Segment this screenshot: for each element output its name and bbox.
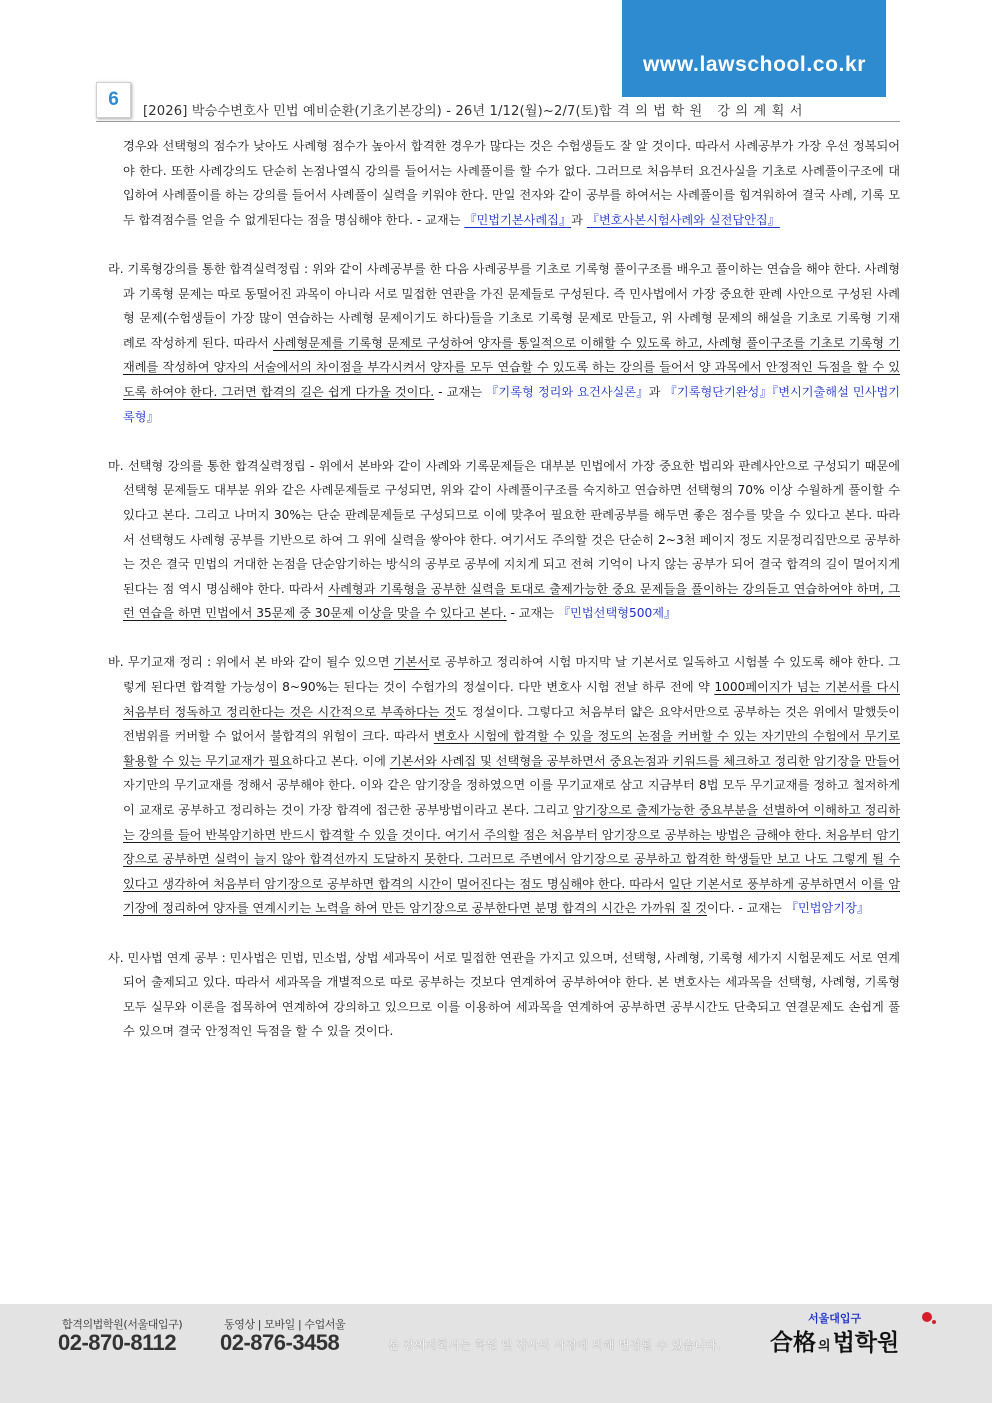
logo-accent-icon: [932, 1320, 936, 1324]
document-body: [108, 134, 901, 1044]
section-label: 마.: [108, 458, 124, 473]
underlined-text: 기본서: [393, 655, 430, 670]
textbook-title: 『변호사본시험사례와 실전답안집』: [586, 212, 780, 227]
section-text: 로 공부하고 정리하여 시험 마지막 날 기본서로 일독하고 시험볼 수 있도록 해야 한다. 그렇게 된다면 합격할 가능성이 8~90%는 된다는 것이 수험가의 정설이다. 다만 변호사 시험 전날 하루 전에 약: [123, 655, 900, 695]
section-text: 무기교재 정리 : 위에서 본 바와 같이 될수 있으면: [123, 655, 394, 670]
footer-notice: 본 강의계획서는 학원 및 강사의 사정에 의해 변경될 수 있습니다.: [388, 1338, 721, 1352]
underlined-text: 사례형과 기록형을 공부한 실력을 토대로 출제가능한 중요 문제들을 풀이하는 강의듣고 연습하여야 하며, 그런 연습을 하면 민법에서 35문제 중 30문제 이상을 맞을 수 있다고 본다.: [123, 581, 900, 621]
section-text: 자기만의 무기교재를 정해서 공부해야 한다. 이와 같은 암기장을 정하였으면 이를 무기교재로 삼고 지금부터 8법 모두 무기교재를 정하고 철저하게 이 교재로 공부하고 정리하는 것이 가장 합격에 접근한 공부방법이라고 본다. 그리고: [123, 778, 900, 818]
logo-subtitle: 서울대입구: [808, 1312, 862, 1325]
section-text: 이다. - 교재는: [707, 901, 786, 916]
underlined-text: 1000페이지가 넘는 기본서를 다시 처음부터 정독하고 정리한다는 것은 시간적으로 부족하다는 것: [123, 680, 901, 719]
footer-video-label: 동영상 | 모바일 | 수업서울: [224, 1318, 346, 1331]
header-divider: [96, 121, 900, 122]
footer-phone-video[interactable]: 02-876-3458: [220, 1330, 340, 1355]
section-ba: [108, 650, 901, 921]
header-title-main: [2026] 박승수변호사 민법 예비순환(기초기본강의) - 26년 1/12(월)~2/7(토): [143, 104, 599, 119]
section-ma: [108, 454, 900, 626]
section-text: - 교재는: [434, 384, 487, 399]
textbook-title: 『민법기본사례집』: [464, 212, 572, 227]
section-text: 기록형강의를 통한 합격실력정립 : 위와 같이 사례공부를 한 다음 사례공부를 기초로 기록형 풀이구조를 배우고 풀이하는 연습을 해야 한다. 사례형과 기록형 문제는 따로 동떨어진 과목이 아니라 서로 밀접한 연관을 가진 문제들로 구성된다. 즉 민사법에서 가장 중요한 판례 사안으로 구성된 사례형 문제(수험생들이 가장 많이 연습하는 사례형 문제이기도 하다)들을 기초로 기록형 문제로 만들고, 위 사례형 문제의 해설을 기초로 기록형 기재례로 작성하게 된다. 따라서: [123, 261, 900, 350]
section-text: 도 정설이다. 그렇다고 처음부터 얇은 요약서만으로 공부하는 것은 위에서 말했듯이 전범위를 커버할 수 없어서 불합격의 위험이 크다. 따라서: [123, 704, 900, 744]
textbook-title: 『변시기출해설 민사법기록형』: [123, 384, 901, 424]
page-number: 6: [96, 82, 131, 118]
section-text: 민사법 연계 공부 : 민사법은 민법, 민소법, 상법 세과목이 서로 밀접한 연관을 가지고 있으며, 선택형, 사례형, 기록형 세가지 시험문제도 서로 연계되어 출제되고 있다. 따라서 세과목을 개별적으로 따로 공부하는 것보다 연계하여 공부하여야 한다. 본 변호사는 세과목을 선택형, 사례형, 기록형 모두 실무와 이론을 접목하여 연계하여 강의하고 있으므로 이를 이용하여 세과목을 연계하여 공부하면 공부시간도 단축되고 연결문제도 손쉽게 풀수 있으며 결국 안정적인 득점을 할 수 있을 것이다.: [123, 950, 900, 1039]
section-text: - 교재는: [506, 606, 558, 621]
section-label: 라.: [108, 261, 124, 276]
document-header-title: [143, 100, 808, 119]
section-text: 하다고 본다. 이에: [291, 753, 390, 768]
section-ra: [108, 257, 901, 429]
logo-wordmark: [770, 1324, 899, 1357]
website-url[interactable]: www.lawschool.co.kr: [642, 53, 866, 76]
logo-name: 법학원: [832, 1330, 900, 1356]
logo-accent-icon: [922, 1312, 932, 1322]
intro-text: 경우와 선택형의 점수가 낮아도 사례형 점수가 높아서 합격한 경우가 많다는 것은 수험생들도 잘 알 것이다. 따라서 사례공부가 가장 우선 정복되어야 한다. 또한 사례강의도 단순히 논점나열식 강의를 들어서는 사례풀이를 할 수가 없다. 그러므로 처음부터 요건사실을 기초로 사례풀이구조에 대입하여 사례풀이를 하는 강의를 들어서 사례풀이 실력을 키워야 한다. 만일 전자와 같이 공부를 하여서는 사례풀이를 힘겨워하여 결국 사례, 기록 모두 합격점수를 얻을 수 없게된다는 점을 명심해야 한다. - 교재는: [123, 139, 900, 227]
textbook-title: 『민법암기장』: [785, 901, 870, 916]
footer-phone-main[interactable]: 02-870-8112: [58, 1330, 177, 1355]
textbook-title: 『민법선택형500제』: [557, 606, 677, 621]
section-sa: [108, 946, 900, 1044]
intro-paragraph: [123, 134, 900, 232]
section-text: 선택형 강의를 통한 합격실력정립 - 위에서 본바와 같이 사례와 기록문제들은 대부분 민법에서 가장 중요한 법리와 판례사안으로 구성되기 때문에 선택형 문제들도 대부분 위와 같은 사례문제들로 구성되면, 위와 같이 사례풀이구조를 숙지하고 연습하면 선택형의 70% 이상 수월하게 풀이할 수 있다고 본다. 그리고 나머지 30%는 단순 판례문제들로 구성되므로 이에 맞추어 필요한 판례공부를 해두면 좋은 점수를 맞을 수 있다고 본다. 따라서 선택형도 사례형 공부를 기반으로 하여 그 위에 실력을 쌓아야 한다. 여기서도 주의할 것은 단순히 2~3천 페이지 정도 지문정리집만으로 공부하는 것은 결국 민법의 거대한 논점을 단순암기하는 방식의 공부로 공부에 지치게 되고 전혀 기억이 나지 않는 공부가 되어 결국 합격의 길이 멀어지게 된다는 점 역시 명심해야 한다. 따라서: [123, 458, 900, 596]
header-title-suffix: 합격의법학원 강의계획서: [598, 104, 808, 119]
academy-logo: [760, 1306, 946, 1358]
textbook-title: 『기록형단기완성』: [664, 384, 772, 399]
logo-hanja: 合格: [770, 1330, 816, 1356]
textbook-title: 『기록형 정리와 요건사실론』: [486, 384, 649, 399]
section-label: 바.: [108, 655, 124, 670]
underlined-text: 변호사 시험에 합격할 수 있을 정도의 논점을 커버할 수 있는 자기만의 수험에서 무기로 활용할 수 있는 무기교재가 필요: [123, 729, 900, 768]
underlined-text: 기본서와 사례집 및 선택형을 공부하면서 중요논점과 키워드를 체크하고 정리한 암기장을 만들어: [389, 753, 900, 768]
conjunction-text: 과: [571, 212, 587, 227]
underlined-text: 암기장으로 출제가능한 중요부분을 선별하여 이해하고 정리하는 강의를 들어 반복암기하면 반드시 합격할 수 있을 것이다. 여기서 주의할 점은 처음부터 암기장으로 공부하는 방법은 금해야 한다. 처음부터 암기장으로 공부하면 실력이 늘지 않아 합격선까지 도달하지 못한다. 그러므로 주변에서 암기장으로 공부하고 합격한 학생들만 보고 나도 그렇게 될 수 있다고 생각하여 처음부터 암기장으로 공부하면 합격의 시간이 멀어진다는 점도 명심해야 한다. 따라서 일단 기본서로 풍부하게 공부하면서 이를 암기장에 정리하여 양자를 연계시키는 노력을 하여 만든 암기장으로 공부한다면 분명 합격의 시간은 가까워 질 것: [123, 803, 900, 916]
underlined-text: 사례형문제를 기록형 문제로 구성하여 양자를 통일적으로 이해할 수 있도록 하고, 사례형 풀이구조를 기초로 기록형 기재례를 작성하여 양자의 서술에서의 차이점을 부각시켜서 양자를 모두 연습할 수 있도록 하는 강의를 들어서 양 과목에서 안정적인 득점을 할 수 있도록 하여야 한다. 그러면 합격의 길은 쉽게 다가올 것이다.: [123, 335, 901, 399]
header-url-banner: [622, 0, 886, 97]
section-label: 사.: [108, 950, 124, 965]
conjunction-text: 과: [648, 384, 665, 399]
logo-particle: 의: [818, 1339, 831, 1354]
footer-academy-label: 합격의법학원(서울대입구): [62, 1318, 183, 1331]
